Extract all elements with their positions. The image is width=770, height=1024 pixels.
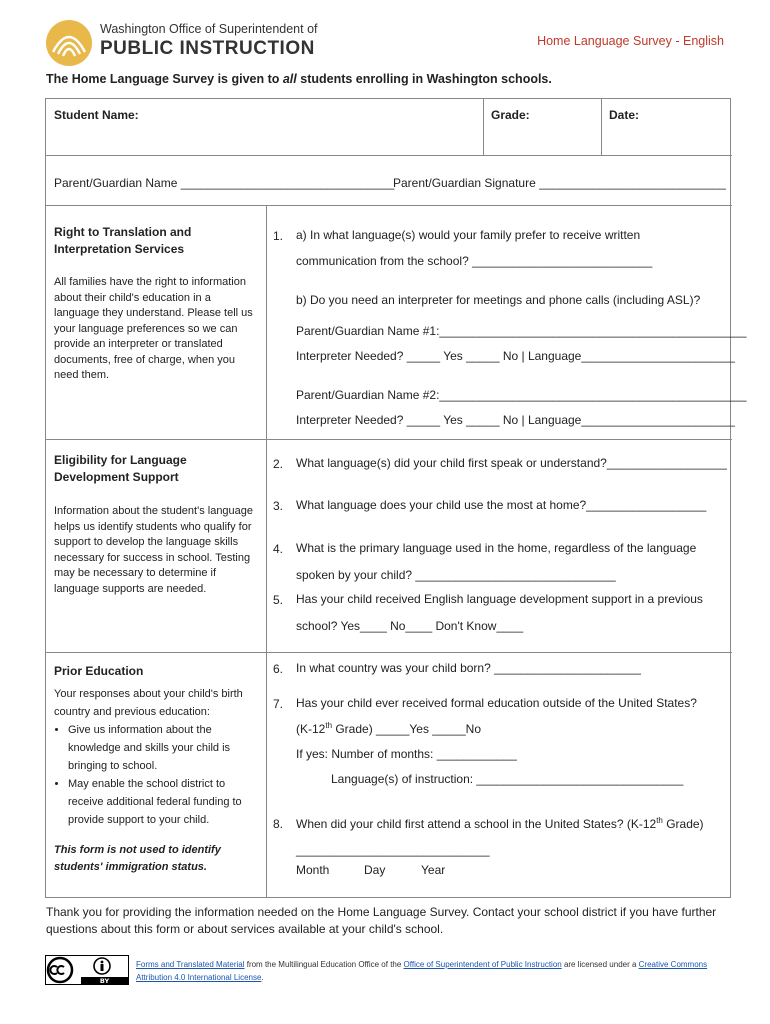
list-item: • Give us information about the knowledge and skills your child is bringing to school. bbox=[68, 721, 259, 775]
divider bbox=[601, 99, 602, 155]
logo-org-line: Washington Office of Superintendent of bbox=[100, 22, 318, 36]
parent-signature-field[interactable]: Parent/Guardian Signature ____________________________ bbox=[393, 176, 726, 190]
q7-months-field[interactable]: If yes: Number of months: ____________ bbox=[296, 747, 517, 761]
question-number: 5. bbox=[273, 593, 284, 607]
q6-answer-field[interactable]: In what country was your child born? ______________________ bbox=[296, 661, 641, 675]
license-text: Forms and Translated Material from the Multilingual Education Office of the Office of Superintendent of Public Instruction are licensed under a Creative Commons Attribution 4.0 International License. bbox=[136, 960, 708, 982]
license-link[interactable]: Creative Commons Attribution 4.0 International License bbox=[136, 960, 708, 982]
document-title: Home Language Survey - English bbox=[537, 34, 724, 48]
question-number: 8. bbox=[273, 817, 284, 831]
guardian2-interpreter-field[interactable]: Interpreter Needed? _____ Yes _____ No | Language_______________________ bbox=[296, 413, 735, 427]
q8-date-field[interactable]: _____________________________ bbox=[296, 843, 490, 857]
divider bbox=[46, 439, 732, 440]
cc-badge-label: BY bbox=[99, 977, 110, 985]
survey-form bbox=[45, 98, 747, 898]
translation-heading: Right to Translation and Interpretation Services bbox=[54, 225, 192, 256]
q1a-answer-field[interactable]: communication from the school? ___________________________ bbox=[296, 254, 653, 268]
prior-education-body: Your responses about your child's birth country and previous education: • Give us information about the knowledge and skills your child is bringing to school. • May enable the school district to receive additional federal funding to provide support to your child. bbox=[54, 685, 259, 829]
parent-name-field[interactable]: Parent/Guardian Name ________________________________ bbox=[54, 176, 395, 190]
q5-text: Has your child received English language development support in a previous bbox=[296, 592, 703, 606]
divider bbox=[46, 205, 732, 206]
ospi-link[interactable]: Office of Superintendent of Public Instruction bbox=[403, 960, 562, 969]
guardian1-name-field[interactable]: Parent/Guardian Name #1:______________________________________________ bbox=[296, 324, 747, 338]
q3-answer-field[interactable]: What language does your child use the most at home?__________________ bbox=[296, 498, 707, 512]
immigration-note: This form is not used to identify students' immigration status. bbox=[54, 844, 221, 873]
q8-text: When did your child first attend a school in the United States? (K-12th Grade) bbox=[296, 816, 704, 831]
grade-label: Grade: bbox=[491, 108, 530, 122]
q8-year-label: Year bbox=[421, 863, 446, 877]
list-item: • May enable the school district to receive additional federal funding to provide support to your child. bbox=[68, 775, 259, 829]
question-number: 2. bbox=[273, 457, 284, 471]
q7-grade-field[interactable]: (K-12th Grade) _____Yes _____No bbox=[296, 721, 482, 736]
q5-answer-field[interactable]: school? Yes____ No____ Don't Know____ bbox=[296, 619, 524, 633]
question-number: 6. bbox=[273, 662, 284, 676]
divider bbox=[46, 155, 732, 156]
q7-text: Has your child ever received formal education outside of the United States? bbox=[296, 696, 697, 710]
guardian1-interpreter-field[interactable]: Interpreter Needed? _____ Yes _____ No | Language_______________________ bbox=[296, 349, 735, 363]
divider bbox=[483, 99, 484, 155]
divider bbox=[46, 652, 732, 653]
question-number: 4. bbox=[273, 542, 284, 556]
q8-day-label: Day bbox=[364, 863, 386, 877]
q1b-text: b) Do you need an interpreter for meetings and phone calls (including ASL)? bbox=[296, 293, 701, 307]
q7-language-field[interactable]: Language(s) of instruction: _______________________________ bbox=[331, 772, 684, 786]
guardian2-name-field[interactable]: Parent/Guardian Name #2:______________________________________________ bbox=[296, 388, 747, 402]
question-number: 3. bbox=[273, 499, 284, 513]
forms-link[interactable]: Forms and Translated Material bbox=[136, 960, 245, 969]
date-label: Date: bbox=[609, 108, 640, 122]
thank-you-text: Thank you for providing the information needed on the Home Language Survey. Contact your school district if you have further questions about this form or about services available at your child's school. bbox=[46, 905, 717, 936]
prior-education-heading: Prior Education bbox=[54, 664, 144, 678]
creative-commons-badge bbox=[45, 955, 129, 985]
question-number: 1. bbox=[273, 229, 284, 243]
cc-by-icon bbox=[45, 955, 129, 985]
q8-month-label: Month bbox=[296, 863, 330, 877]
divider bbox=[266, 205, 267, 897]
student-name-label: Student Name: bbox=[54, 108, 139, 122]
eligibility-body: Information about the student's language helps us identify students who qualify for support to develop the language skills necessary for success in school. Testing may be necessary to determine if language supports are needed. bbox=[54, 505, 254, 595]
q1a-text: a) In what language(s) would your family prefer to receive written bbox=[296, 228, 641, 242]
q2-answer-field[interactable]: What language(s) did your child first speak or understand?__________________ bbox=[296, 456, 727, 470]
q4-answer-field[interactable]: spoken by your child? ______________________________ bbox=[296, 568, 616, 582]
q4-text: What is the primary language used in the home, regardless of the language bbox=[296, 541, 697, 555]
question-number: 7. bbox=[273, 697, 284, 711]
intro-text: The Home Language Survey is given to all students enrolling in Washington schools. bbox=[46, 72, 552, 86]
translation-body: All families have the right to information about their child's education in a language they understand. Please tell us your language preferences so we can provide an interpreter or translated documents, free of charge, when you need them. bbox=[54, 276, 253, 381]
logo-org-name: PUBLIC INSTRUCTION bbox=[100, 38, 315, 59]
eligibility-heading: Eligibility for Language Development Support bbox=[54, 453, 187, 484]
